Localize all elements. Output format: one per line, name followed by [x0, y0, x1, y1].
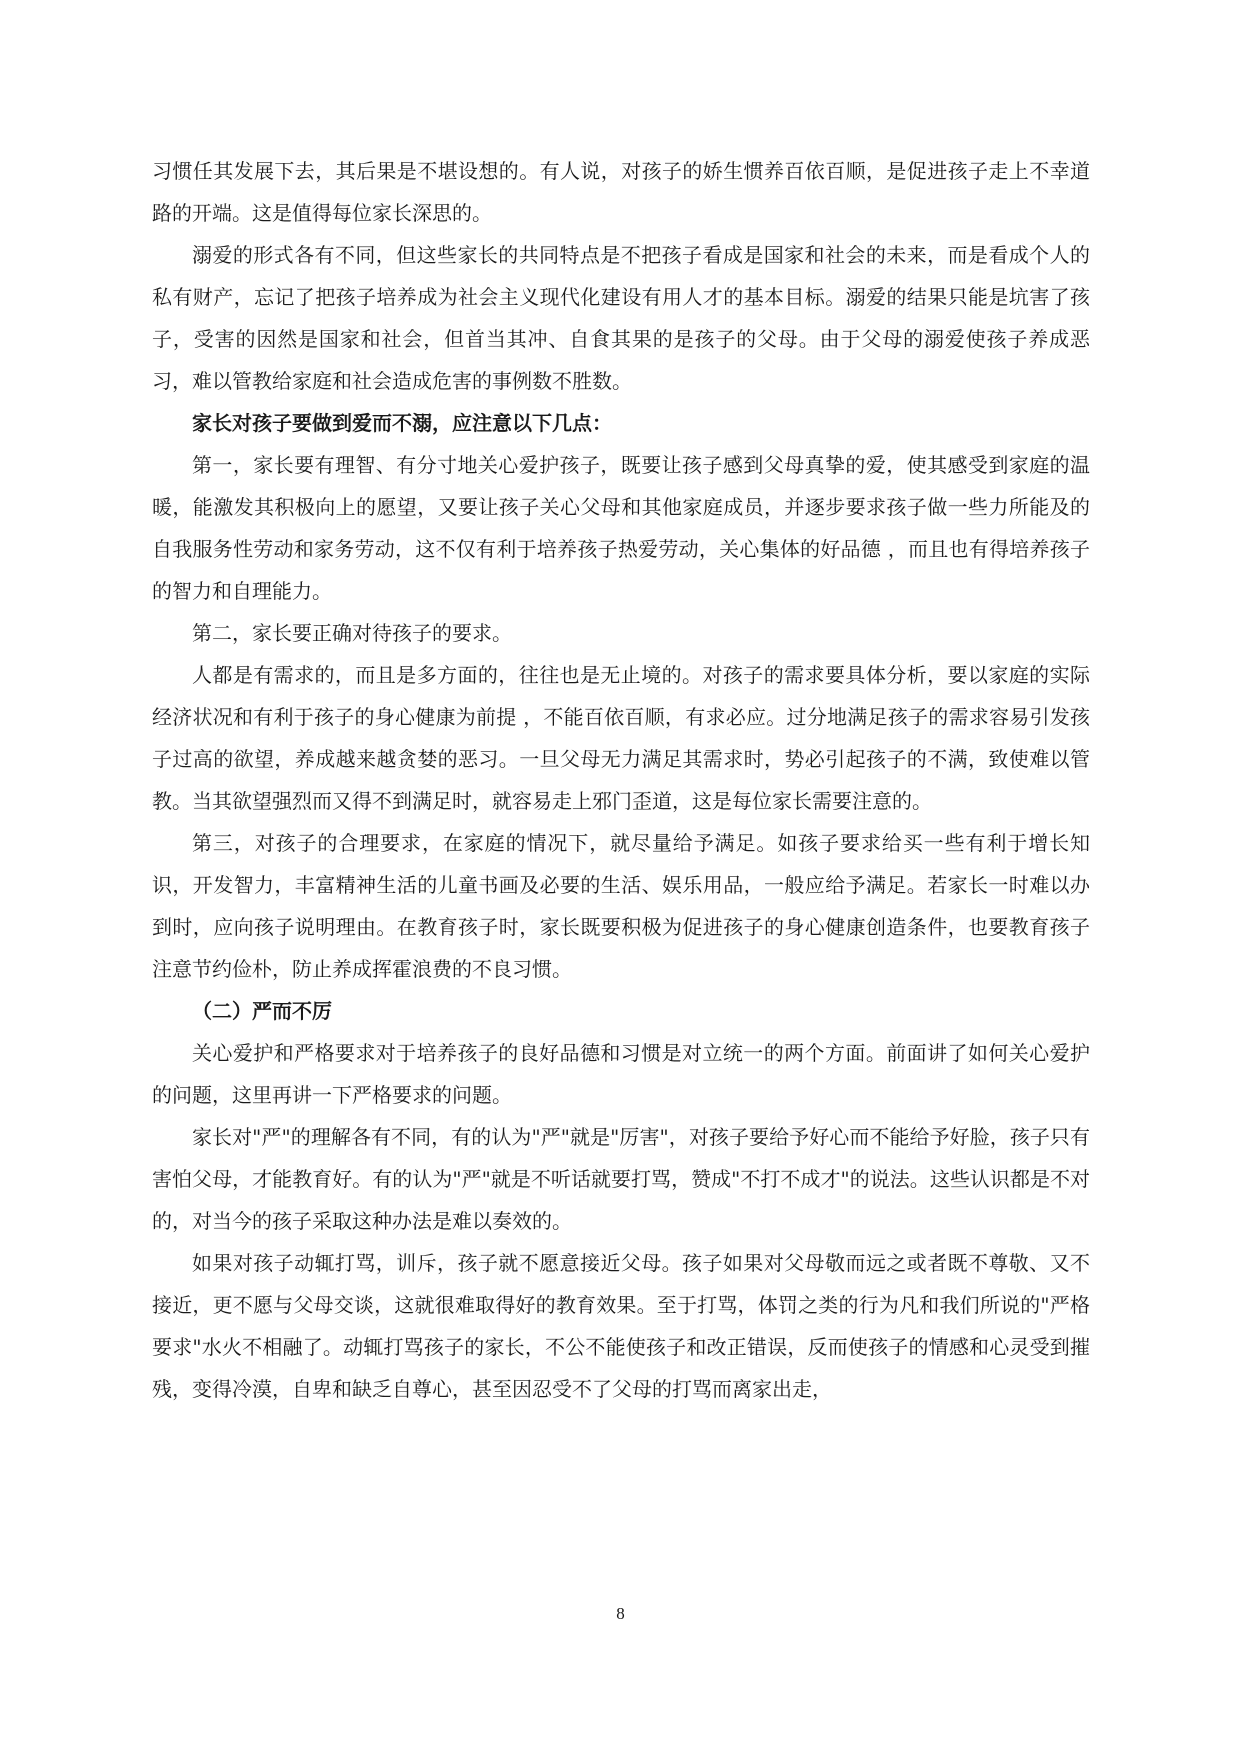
paragraph: 溺爱的形式各有不同，但这些家长的共同特点是不把孩子看成是国家和社会的未来，而是看成个人的私有财产，忘记了把孩子培养成为社会主义现代化建设有用人才的基本目标。溺爱的结果只能是坑害了孩子，受害的因然是国家和社会，但首当其冲、自食其果的是孩子的父母。由于父母的溺爱使孩子养成恶习，难以管教给家庭和社会造成危害的事例数不胜数。	[152, 243, 1090, 393]
body-text	[152, 150, 1090, 1410]
page-number: 8	[616, 1604, 625, 1623]
section-heading: （二）严而不厉	[192, 999, 332, 1023]
paragraph: 家长对"严"的理解各有不同，有的认为"严"就是"厉害"，对孩子要给予好心而不能给予好脸，孩子只有害怕父母，才能教育好。有的认为"严"就是不听话就要打骂，赞成"不打不成才"的说法。这些认识都是不对的，对当今的孩子采取这种办法是难以奏效的。	[152, 1125, 1090, 1233]
section-heading: 家长对孩子要做到爱而不溺，应注意以下几点：	[192, 411, 612, 435]
paragraph: 人都是有需求的，而且是多方面的，往往也是无止境的。对孩子的需求要具体分析，要以家庭的实际经济状况和有利于孩子的身心健康为前提 ，不能百依百顺，有求必应。过分地满足孩子的需求容易引发孩子过高的欲望，养成越来越贪婪的恶习。一旦父母无力满足其需求时，势必引起孩子的不满，致使难以管教。当其欲望强烈而又得不到满足时，就容易走上邪门歪道，这是每位家长需要注意的。	[152, 663, 1090, 813]
paragraph: 第一，家长要有理智、有分寸地关心爱护孩子，既要让孩子感到父母真挚的爱，使其感受到家庭的温暖，能激发其积极向上的愿望，又要让孩子关心父母和其他家庭成员，并逐步要求孩子做一些力所能及的自我服务性劳动和家务劳动，这不仅有利于培养孩子热爱劳动，关心集体的好品德 ，而且也有得培养孩子的智力和自理能力。	[152, 453, 1090, 603]
paragraph: 关心爱护和严格要求对于培养孩子的良好品德和习惯是对立统一的两个方面。前面讲了如何关心爱护的问题，这里再讲一下严格要求的问题。	[152, 1041, 1090, 1107]
paragraph: 第三，对孩子的合理要求，在家庭的情况下，就尽量给予满足。如孩子要求给买一些有利于增长知识，开发智力，丰富精神生活的儿童书画及必要的生活、娱乐用品，一般应给予满足。若家长一时难以办到时，应向孩子说明理由。在教育孩子时，家长既要积极为促进孩子的身心健康创造条件，也要教育孩子注意节约俭朴，防止养成挥霍浪费的不良习惯。	[152, 831, 1090, 981]
paragraph-continuation: 习惯任其发展下去，其后果是不堪设想的。有人说，对孩子的娇生惯养百依百顺，是促进孩子走上不幸道路的开端。这是值得每位家长深思的。	[152, 159, 1090, 225]
paragraph: 如果对孩子动辄打骂，训斥，孩子就不愿意接近父母。孩子如果对父母敬而远之或者既不尊敬、又不接近，更不愿与父母交谈，这就很难取得好的教育效果。至于打骂，体罚之类的行为凡和我们所说的"严格要求"水火不相融了。动辄打骂孩子的家长，不公不能使孩子和改正错误，反而使孩子的情感和心灵受到摧残，变得冷漠，自卑和缺乏自尊心，甚至因忍受不了父母的打骂而离家出走，	[152, 1251, 1090, 1401]
paragraph: 第二，家长要正确对待孩子的要求。	[192, 621, 512, 645]
